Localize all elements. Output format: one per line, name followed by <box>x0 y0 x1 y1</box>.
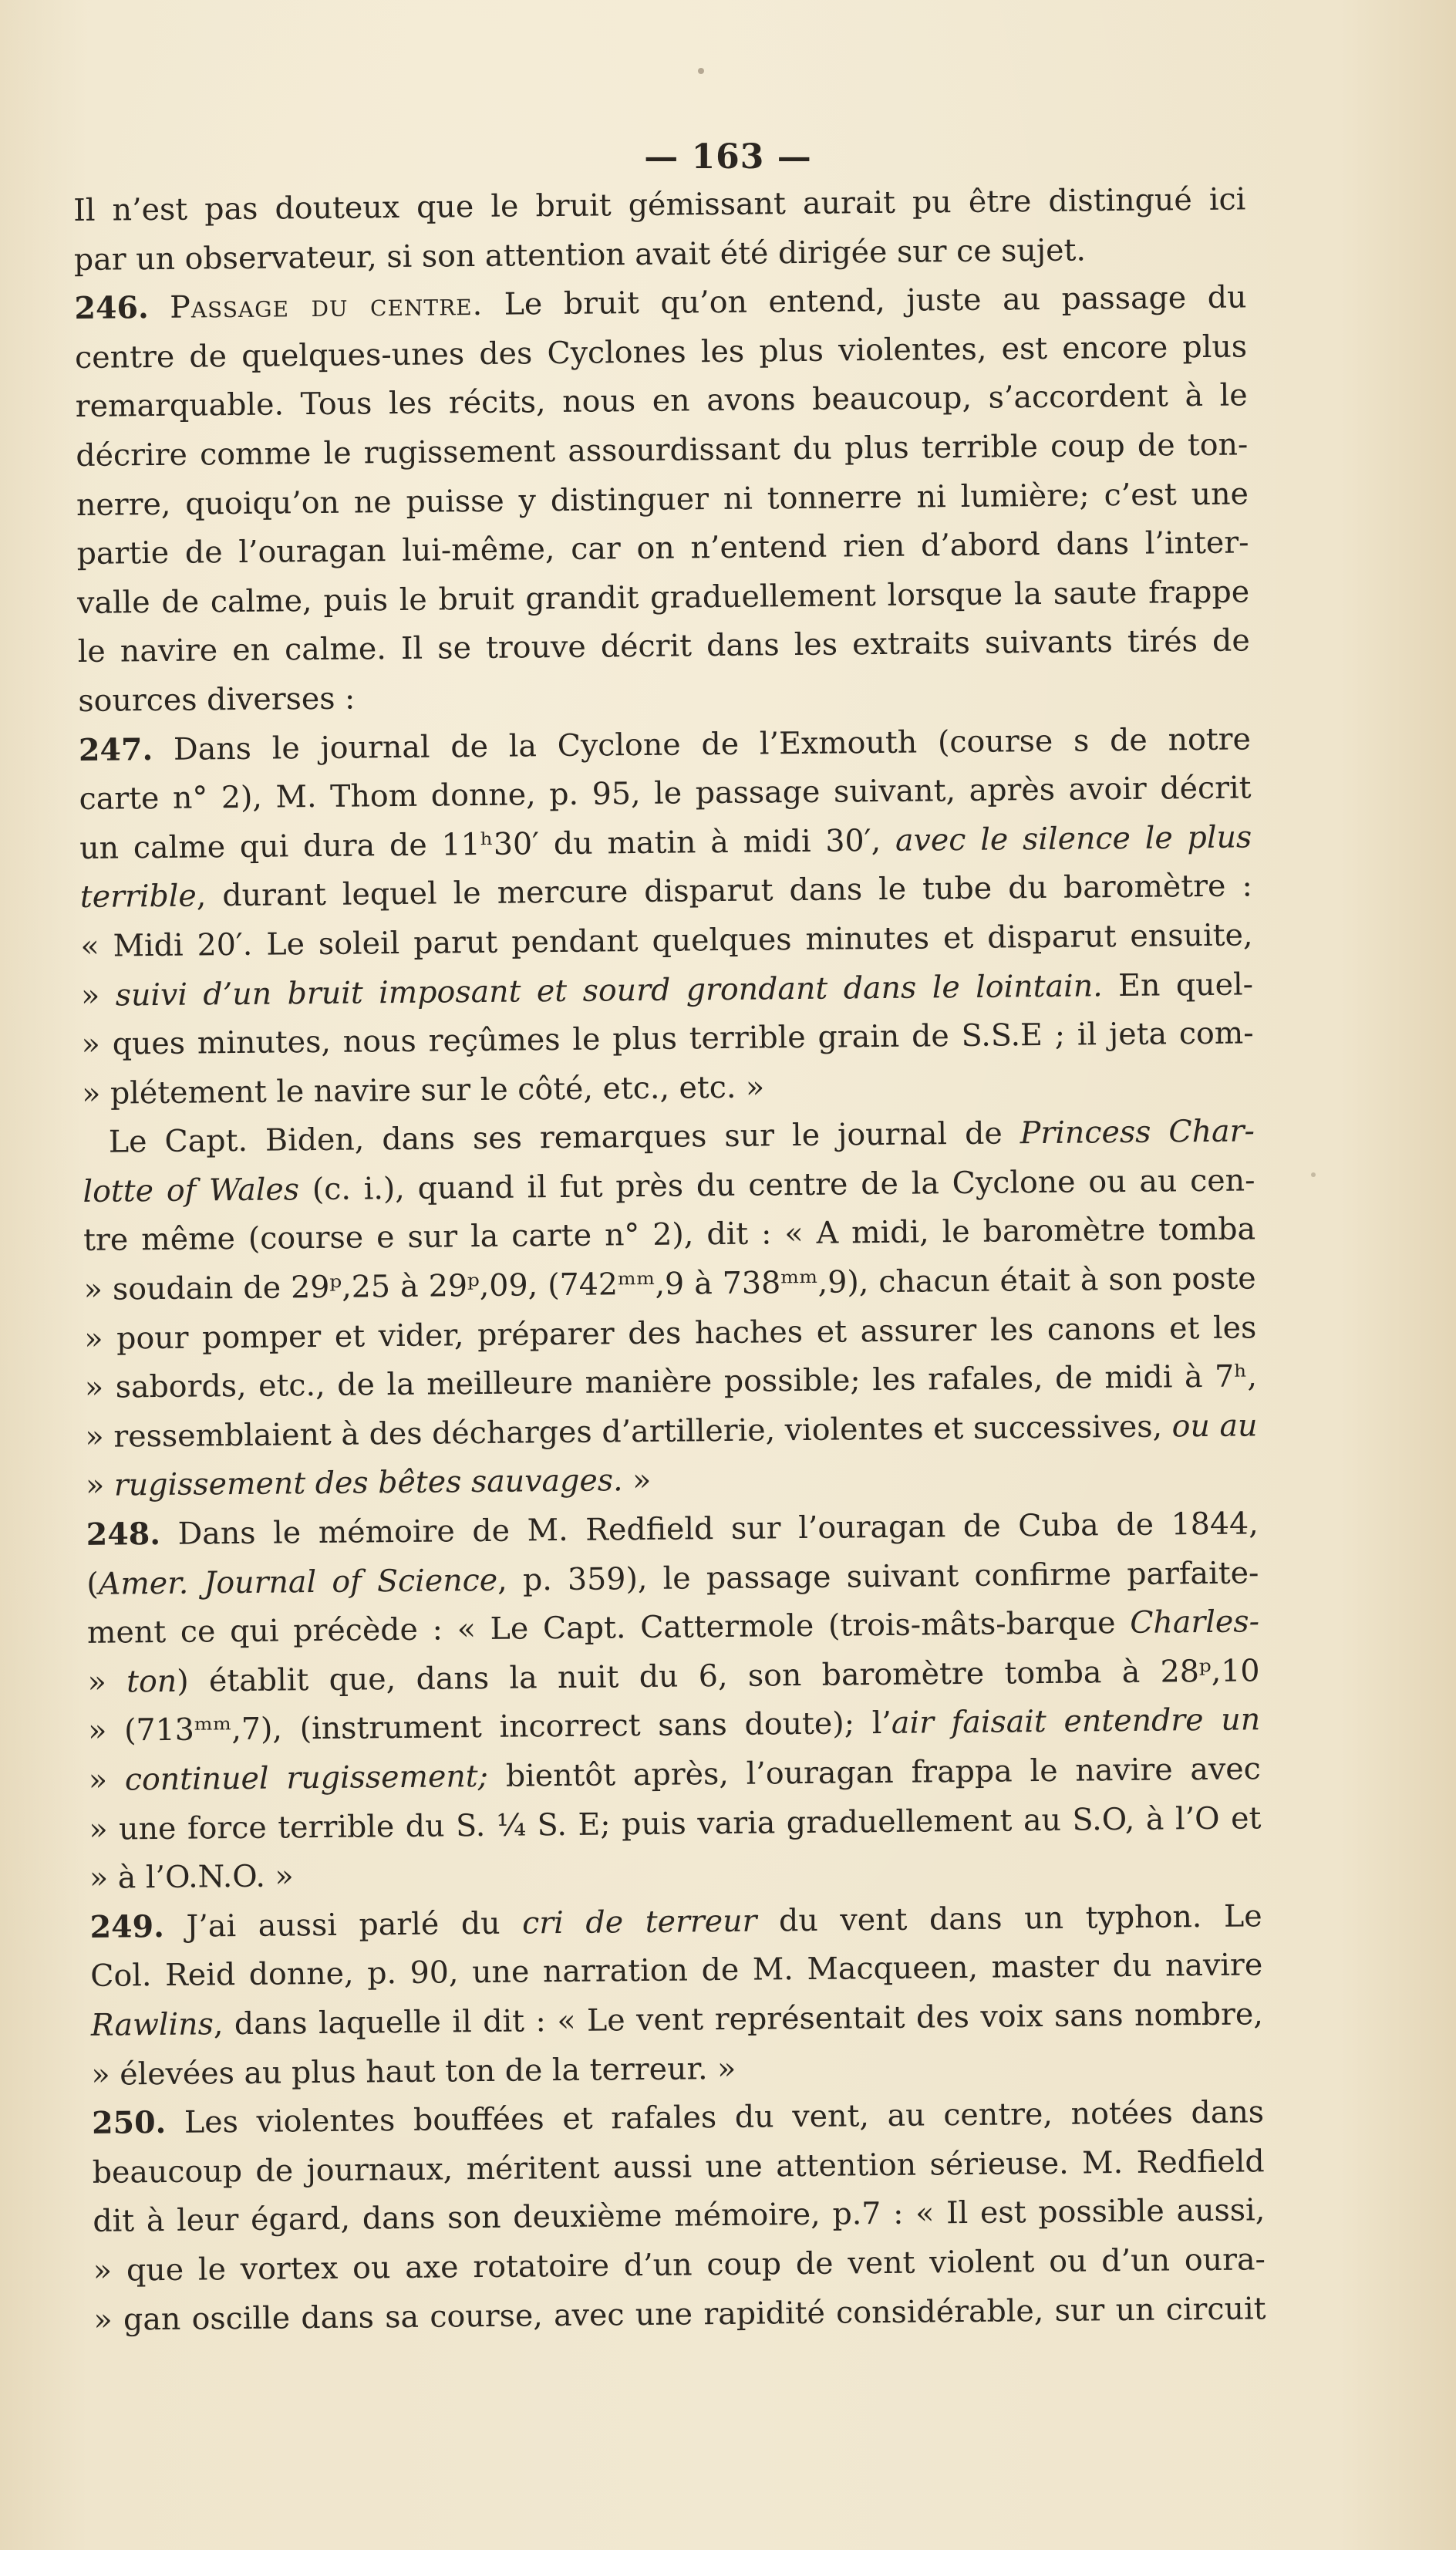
paragraph-start-line: 249. J’ai aussi parlé du cri de terreur du vent dans un typhon. Le <box>89 1898 1262 1945</box>
text-line: » (713ᵐᵐ,7), (instrument incorrect sans doute); l’air faisait entendre un <box>88 1702 1261 1749</box>
text-line: sources diverses : <box>78 680 356 719</box>
text-line: valle de calme, puis le bruit grandit graduellement lorsque la saute frappe <box>76 574 1250 621</box>
text-line: Il n’est pas douteux que le bruit gémissant aurait pu être distingué ici <box>73 181 1246 228</box>
text-line: par un observateur, si son attention avait été dirigée sur ce sujet. <box>73 231 1087 278</box>
text-line: » ques minutes, nous reçûmes le plus terrible grain de S.S.E ; il jeta com- <box>81 1015 1254 1063</box>
text-line: » plétement le navire sur le côté, etc., etc. » <box>82 1069 765 1111</box>
text-line: » soudain de 29ᵖ,25 à 29ᵖ,09, (742ᵐᵐ,9 à 738ᵐᵐ,9), chacun était à son poste <box>83 1260 1256 1307</box>
text-line: » ton) établit que, dans la nuit du 6, son baromètre tomba à 28ᵖ,10 <box>87 1653 1260 1700</box>
body-text <box>73 175 1266 2345</box>
paragraph-number: 249. <box>89 1908 165 1945</box>
text-line: » à l’O.N.O. » <box>89 1858 294 1897</box>
text-line: » suivi d’un bruit imposant et sourd grondant dans le lointain. En quel- <box>80 966 1254 1014</box>
text-line: Col. Reid donne, p. 90, une narration de M. Macqueen, master du navire <box>90 1947 1263 1995</box>
text-line: » pour pomper et vider, préparer des haches et assurer les canons et les <box>84 1309 1257 1357</box>
text-line: décrire comme le rugissement assourdissant du plus terrible coup de ton- <box>76 427 1249 474</box>
paragraph-number: 250. <box>91 2105 167 2142</box>
text-line: » une force terrible du S. ¼ S. E; puis varia graduellement au S.O, à l’O et <box>89 1800 1262 1847</box>
text-line: » que le vortex ou axe rotatoire d’un coup de vent violent ou d’un oura- <box>93 2241 1266 2289</box>
text-line: (Amer. Journal of Science, p. 359), le passage suivant confirme parfaite- <box>86 1554 1259 1602</box>
text-line: partie de l’ouragan lui-même, car on n’entend rien d’abord dans l’inter- <box>76 525 1249 572</box>
text-line: » élevées au plus haut ton de la terreur. » <box>91 2050 736 2093</box>
text-line: » ressemblaient à des décharges d’artillerie, violentes et successives, ou au <box>85 1408 1258 1455</box>
section-heading-line: 246. Passage du centre. Le bruit qu’on entend, juste au passage du <box>74 279 1247 327</box>
text-line: nerre, quoiqu’on ne puisse y distinguer ni tonnerre ni lumière; c’est une <box>76 475 1249 523</box>
paragraph-start-line: 247. Dans le journal de la Cyclone de l’Exmouth (course s de notre <box>78 720 1252 768</box>
text-line: terrible, durant lequel le mercure disparut dans le tube du baromètre : <box>79 868 1252 916</box>
text-line: dit à leur égard, dans son deuxième mémoire, p.7 : « Il est possible aussi, <box>93 2192 1266 2240</box>
paper-stain <box>698 68 704 74</box>
text-line: « Midi 20′. Le soleil parut pendant quelques minutes et disparut ensuite, <box>80 917 1253 964</box>
paragraph-number: 247. <box>78 731 153 768</box>
page-number: — 163 — <box>644 137 812 177</box>
text-line: un calme qui dura de 11ʰ30′ du matin à midi 30′, avec le silence le plus <box>79 819 1252 866</box>
text-line: » sabords, etc., de la meilleure manière possible; les rafales, de midi à 7ʰ, <box>84 1358 1258 1406</box>
text-line: ment ce qui précède : « Le Capt. Cattermole (trois-mâts-barque Charles- <box>86 1604 1260 1651</box>
text-line: » gan oscille dans sa course, avec une rapidité considérable, sur un circuit <box>93 2290 1266 2338</box>
paragraph-start-line: 248. Dans le mémoire de M. Redfield sur l’ouragan de Cuba de 1844, <box>86 1506 1259 1553</box>
text-line: carte n° 2), M. Thom donne, p. 95, le passage suivant, après avoir décrit <box>79 770 1252 818</box>
text-line: centre de quelques-unes des Cyclones les plus violentes, est encore plus <box>74 329 1248 376</box>
text-line: » continuel rugissement; bientôt après, l’ouragan frappa le navire avec <box>88 1751 1261 1798</box>
text-line: remarquable. Tous les récits, nous en avons beaucoup, s’accordent à le <box>75 377 1248 425</box>
text-line: lotte of Wales (c. i.), quand il fut près du centre de la Cyclone ou au cen- <box>83 1162 1255 1209</box>
paper-stain <box>1311 1172 1316 1177</box>
text-line: tre même (course e sur la carte n° 2), dit : « A midi, le baromètre tomba <box>83 1211 1256 1259</box>
section-title: Passage du centre. <box>170 287 484 325</box>
paragraph-start-line: Le Capt. Biden, dans ses remarques sur le journal de Princess Char- <box>108 1113 1255 1160</box>
text-line: Rawlins, dans laquelle il dit : « Le vent représentait des voix sans nombre, <box>90 1996 1264 2043</box>
paragraph-number: 246. <box>74 290 149 327</box>
paragraph-number: 248. <box>86 1516 161 1553</box>
text-line: » rugissement des bêtes sauvages. » <box>85 1462 652 1504</box>
paragraph-start-line: 250. Les violentes bouffées et rafales du vent, au centre, notées dans <box>91 2094 1265 2142</box>
text-line: le navire en calme. Il se trouve décrit dans les extraits suivants tirés de <box>77 622 1250 670</box>
text-line: beaucoup de journaux, méritent aussi une attention sérieuse. M. Redfield <box>92 2144 1265 2191</box>
